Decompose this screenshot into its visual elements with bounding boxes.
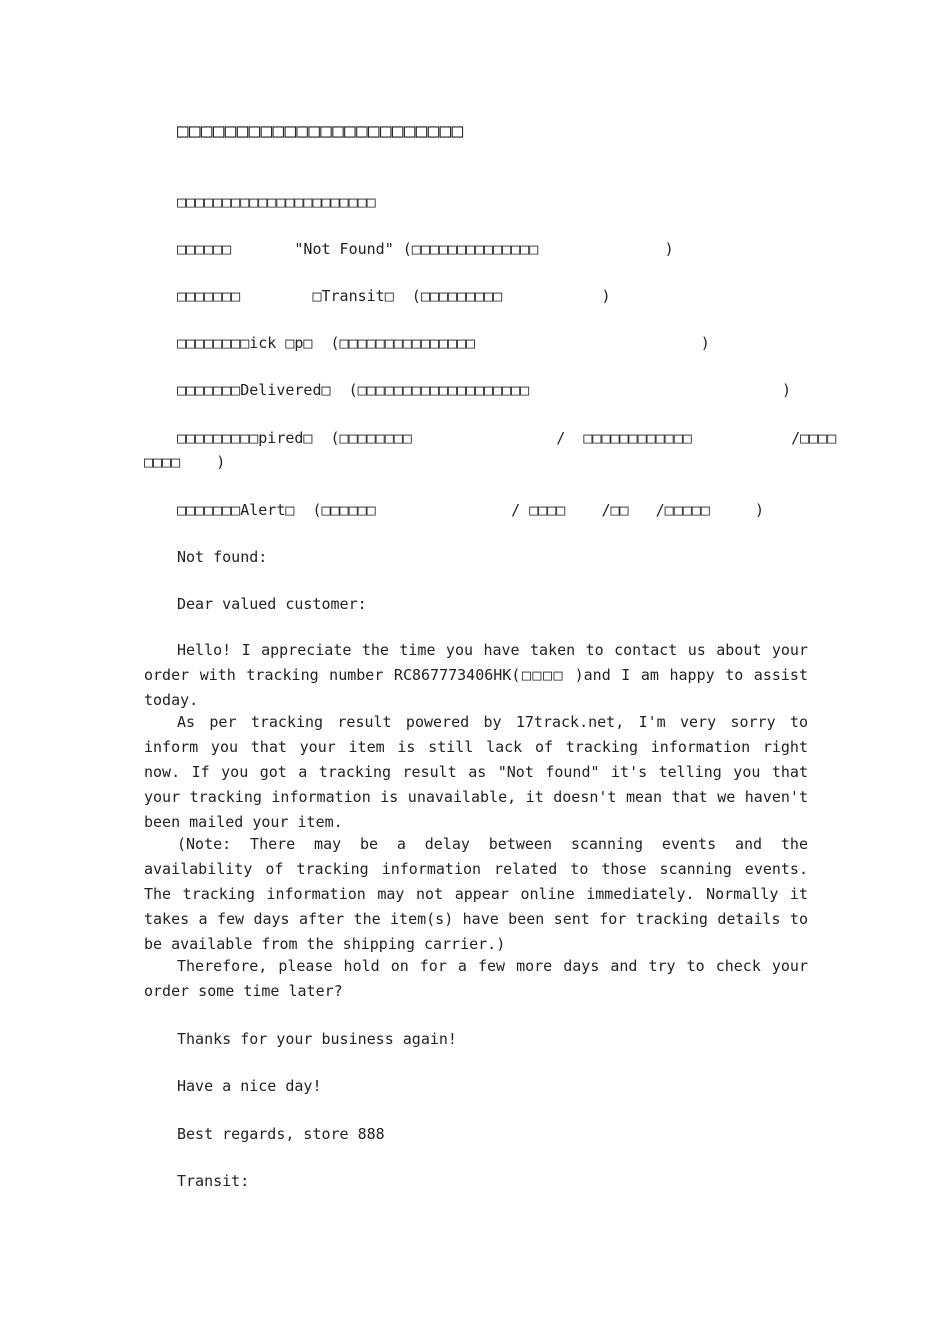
- regards-line: Best regards, store 888: [177, 1125, 385, 1143]
- status-line-expired-continued: □□□□ ): [144, 453, 226, 471]
- paragraph-hello: Hello! I appreciate the time you have taken to contact us about your order with tracking number RC867773406HK(□□□□ )and I am happy to assist today.: [144, 641, 808, 709]
- not-found-heading: Not found:: [177, 548, 268, 566]
- intro-line: □□□□□□□□□□□□□□□□□□□□□□: [177, 193, 376, 211]
- greeting: Dear valued customer:: [177, 595, 367, 613]
- status-line-alert: □□□□□□□Alert□ (□□□□□□ / □□□□ /□□ /□□□□□ ): [177, 501, 764, 519]
- status-line-not-found: □□□□□□ "Not Found" (□□□□□□□□□□□□□□ ): [177, 240, 674, 258]
- status-line-expired: □□□□□□□□□pired□ (□□□□□□□□ / □□□□□□□□□□□□ /□□□□: [177, 429, 837, 447]
- paragraph-note: (Note: There may be a delay between scanning events and the availability of tracking information related to those scanning events. The tracking information may not appear online immediately. Normally it takes a few days after the item(s) have been sent for tracking details to be available from the shipping carrier.): [144, 835, 808, 953]
- paragraph-tracking: As per tracking result powered by 17track.net, I'm very sorry to inform you that your item is still lack of tracking information right now. If you got a tracking result as "Not found" it's telling you that your tracking information is unavailable, it doesn't mean that we haven't been mailed your item.: [144, 713, 808, 831]
- status-line-delivered: □□□□□□□Delivered□ (□□□□□□□□□□□□□□□□□□□ ): [177, 381, 792, 399]
- status-line-pick-up: □□□□□□□□ick □p□ (□□□□□□□□□□□□□□□ ): [177, 334, 710, 352]
- document-title: □□□□□□□□□□□□□□□□□□□□□□□□: [177, 120, 464, 142]
- thanks-line: Thanks for your business again!: [177, 1030, 457, 1048]
- transit-heading: Transit:: [177, 1172, 250, 1190]
- paragraph-therefore: Therefore, please hold on for a few more days and try to check your order some time later?: [144, 957, 808, 1000]
- status-line-transit: □□□□□□□ □Transit□ (□□□□□□□□□ ): [177, 287, 611, 305]
- nice-day-line: Have a nice day!: [177, 1077, 322, 1095]
